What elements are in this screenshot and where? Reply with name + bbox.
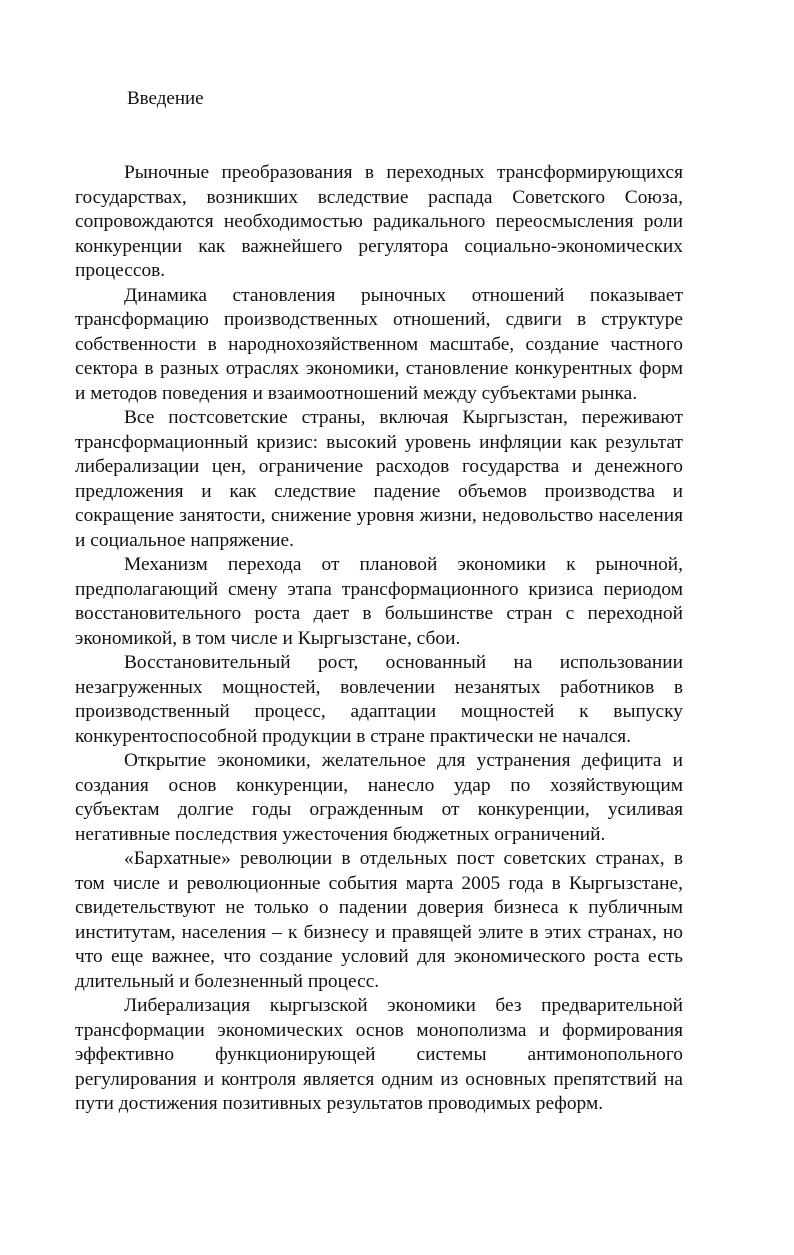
document-body <box>75 161 683 1117</box>
page-title: Введение <box>127 88 204 109</box>
paragraph: Либерализация кыргызской экономики без предварительной трансформации экономических основ монополизма и формирования эффективно функционирующей системы антимонопольного регулирования и контроля является одним из основных препятствий на пути достижения позитивных результатов проводимых реформ. <box>75 995 683 1114</box>
paragraph: «Бархатные» революции в отдельных пост советских странах, в том числе и революционные события марта 2005 года в Кыргызстане, свидетельствуют не только о падении доверия бизнеса к публичным институтам, населения – к бизнесу и правящей элите в этих странах, но что еще важнее, что создание условий для экономического роста есть длительный и болезненный процесс. <box>75 848 683 992</box>
paragraph: Открытие экономики, желательное для устранения дефицита и создания основ конкуренции, нанесло удар по хозяйствующим субъектам долгие годы огражденным от конкуренции, усиливая негативные последствия ужесточения бюджетных ограничений. <box>75 750 683 845</box>
paragraph: Все постсоветские страны, включая Кыргызстан, переживают трансформационный кризис: высокий уровень инфляции как результат либерализации цен, ограничение расходов государства и денежного предложения и как следствие падение объемов производства и сокращение занятости, снижение уровня жизни, недовольство населения и социальное напряжение. <box>75 407 683 551</box>
paragraph: Динамика становления рыночных отношений показывает трансформацию производственных отношений, сдвиги в структуре собственности в народнохозяйственном масштабе, создание частного сектора в разных отраслях экономики, становление конкурентных форм и методов поведения и взаимоотношений между субъектами рынка. <box>75 284 683 404</box>
paragraph: Восстановительный рост, основанный на использовании незагруженных мощностей, вовлечении незанятых работников в производственный процесс, адаптации мощностей к выпуску конкурентоспособной продукции в стране практически не начался. <box>75 652 683 747</box>
paragraph: Рыночные преобразования в переходных трансформирующихся государствах, возникших вследствие распада Советского Союза, сопровождаются необходимостью радикального переосмысления роли конкуренции как важнейшего регулятора социально-экономических процессов. <box>75 162 683 281</box>
paragraph: Механизм перехода от плановой экономики к рыночной, предполагающий смену этапа трансформационного кризиса периодом восстановительного роста дает в большинстве стран с переходной экономикой, в том числе и Кыргызстане, сбои. <box>75 554 683 649</box>
